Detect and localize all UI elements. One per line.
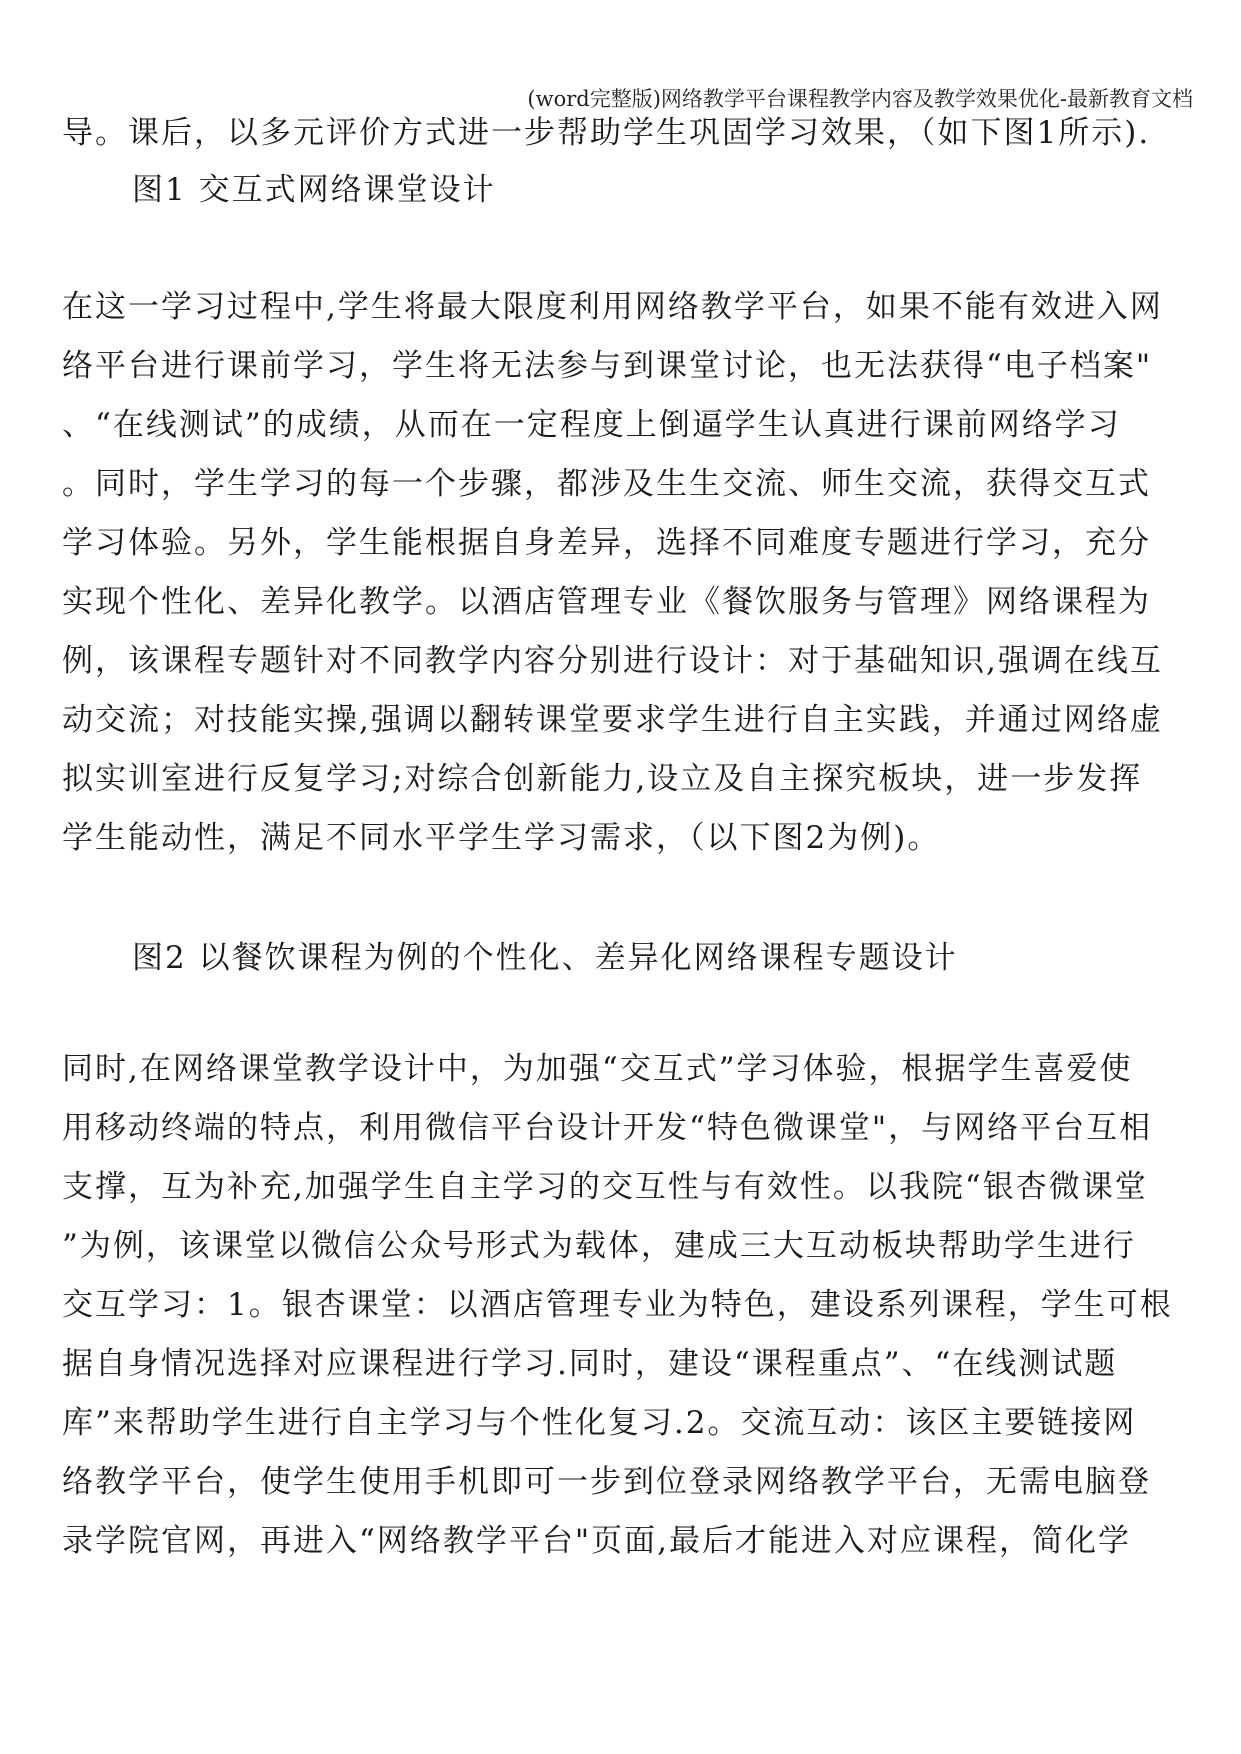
text-line: 学生能动性，满足不同水平学生学习需求，（以下图2为例)。	[62, 820, 941, 856]
text-line: 实现个性化、差异化教学。以酒店管理专业《餐饮服务与管理》网络课程为	[62, 584, 1151, 620]
text-line: 、“在线测试”的成绩，从而在一定程度上倒逼学生认真进行课前网络学习	[62, 407, 1121, 443]
text-line: ”为例，该课堂以微信公众号形式为载体，建成三大互动板块帮助学生进行	[62, 1228, 1136, 1264]
text-line: 动交流；对技能实操,强调以翻转课堂要求学生进行自主实践，并通过网络虚	[62, 702, 1163, 738]
text-line: 在这一学习过程中,学生将最大限度利用网络教学平台，如果不能有效进入网	[62, 289, 1163, 325]
figure-2-caption: 图2 以餐饮课程为例的个性化、差异化网络课程专题设计	[132, 940, 958, 976]
text-line: 库”来帮助学生进行自主学习与个性化复习.2。交流互动：该区主要链接网	[62, 1405, 1137, 1441]
paragraph-learning-process	[62, 278, 1192, 868]
text-line: 据自身情况选择对应课程进行学习.同时，建设“课程重点”、“在线测试题	[62, 1346, 1118, 1382]
text-line: 。同时，学生学习的每一个步骤，都涉及生生交流、师生交流，获得交互式	[62, 466, 1151, 502]
figure-1-caption: 图1 交互式网络课堂设计	[132, 172, 496, 208]
text-line: 拟实训室进行反复学习;对综合创新能力,设立及自主探究板块，进一步发挥	[62, 761, 1143, 797]
text-line: 交互学习：1。银杏课堂：以酒店管理专业为特色，建设系列课程，学生可根	[62, 1287, 1173, 1323]
text-line: 录学院官网，再进入“网络教学平台"页面,最后才能进入对应课程，简化学	[62, 1523, 1131, 1559]
text-line: 络平台进行课前学习，学生将无法参与到课堂讨论，也无法获得“电子档案"	[62, 348, 1153, 384]
text-line: 学习体验。另外，学生能根据自身差异，选择不同难度专题进行学习，充分	[62, 525, 1151, 561]
paragraph-wechat-classroom	[62, 1040, 1192, 1571]
paragraph-intro-end	[62, 104, 1192, 163]
text-line: 络教学平台，使学生使用手机即可一步到位登录网络教学平台，无需电脑登	[62, 1464, 1151, 1500]
text-line: 用移动终端的特点，利用微信平台设计开发“特色微课堂"，与网络平台互相	[62, 1110, 1153, 1146]
page-header: (word完整版)网络教学平台课程教学内容及教学效果优化-最新教育文档	[527, 87, 1193, 111]
text-line: 同时,在网络课堂教学设计中，为加强“交互式”学习体验，根据学生喜爱使	[62, 1051, 1133, 1087]
text-line: 导。课后，以多元评价方式进一步帮助学生巩固学习效果，（如下图1所示).	[62, 115, 1151, 151]
text-line: 支撑，互为补充,加强学生自主学习的交互性与有效性。以我院“银杏微课堂	[62, 1169, 1148, 1205]
text-line: 例，该课程专题针对不同教学内容分别进行设计：对于基础知识,强调在线互	[62, 643, 1163, 679]
